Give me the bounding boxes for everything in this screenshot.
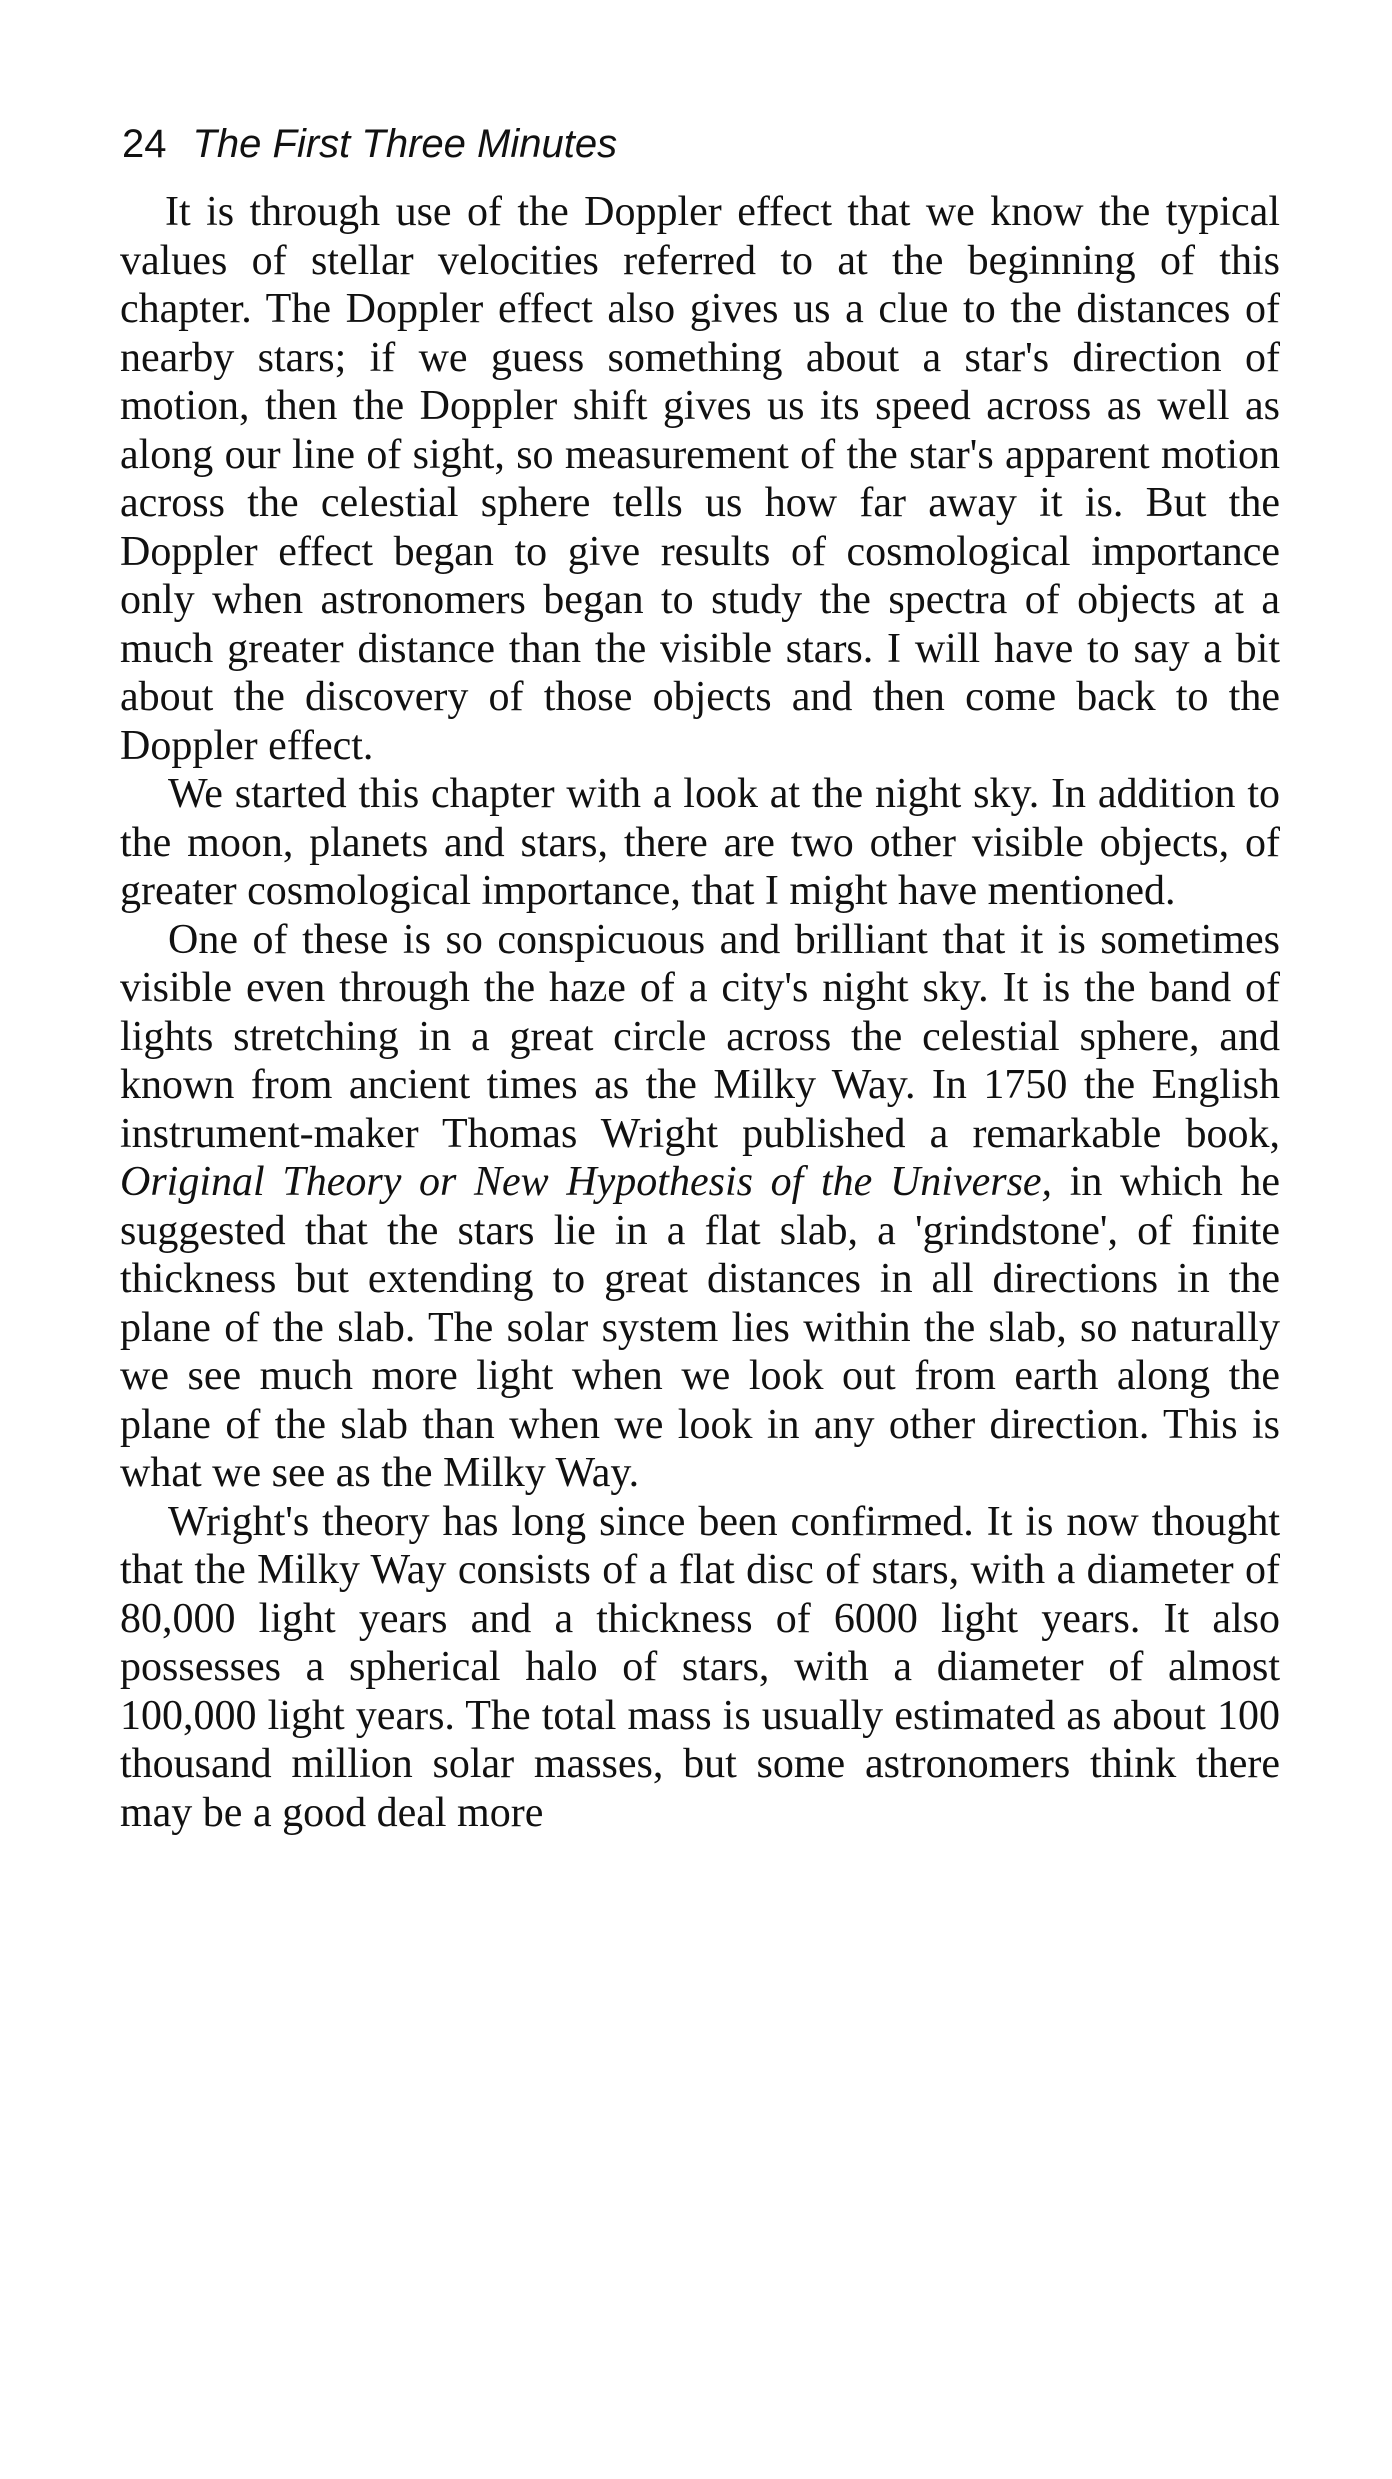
paragraph-wright-theory: Wright's theory has long since been confirmed. It is now thought that the Milky Way consists of a flat disc of stars, with a diameter of 80,000 light years and a thickness of 6000 light years. It also possesses a spherical halo of stars, with a diameter of almost 100,000 light years. The total mass is usually estimated as about 100 thousand million solar masses, but some astronomers think there may be a good deal more (120, 1498, 1280, 1836)
paragraph-doppler: It is through use of the Doppler effect that we know the typical values of stellar velocities referred to at the beginning of this chapter. The Doppler effect also gives us a clue to the distances of nearby stars; if we guess something about a star's direction of motion, then the Doppler shift gives us its speed across as well as along our line of sight, so measurement of the star's apparent motion across the celestial sphere tells us how far away it is. But the Doppler effect began to give results of cosmological importance only when astronomers began to study the spectra of objects at a much greater distance than the visible stars. I will have to say a bit about the discovery of those objects and then come back to the Doppler effect. (120, 189, 1280, 769)
book-reference-title: Original Theory or New Hypothesis of the Universe, (120, 1159, 1053, 1205)
running-head (122, 118, 617, 170)
paragraph-milky-way-before: One of these is so conspicuous and brilliant that it is sometimes visible even through the haze of a city's night sky. It is the band of lights stretching in a great circle across the celestial sphere, and known from ancient times as the Milky Way. In 1750 the English instrument-maker Thomas Wright published a remarkable book, (120, 916, 1280, 1157)
body-text (120, 188, 1280, 1837)
page-number: 24 (122, 122, 167, 166)
paragraph-milky-way-after: in which he suggested that the stars lie in a flat slab, a 'grindstone', of finite thickness but extending to great distances in all directions in the plane of the slab. The solar system lies within the slab, so naturally we see much more light when we look out from earth along the plane of the slab than when we look in any other direction. This is what we see as the Milky Way. (120, 1159, 1281, 1496)
paragraph-milky-way (120, 916, 1280, 1498)
paragraph-night-sky: We started this chapter with a look at the night sky. In addition to the moon, planets and stars, there are two other visible objects, of greater cosmological importance, that I might have mentioned. (120, 771, 1280, 914)
book-title: The First Three Minutes (192, 122, 618, 166)
